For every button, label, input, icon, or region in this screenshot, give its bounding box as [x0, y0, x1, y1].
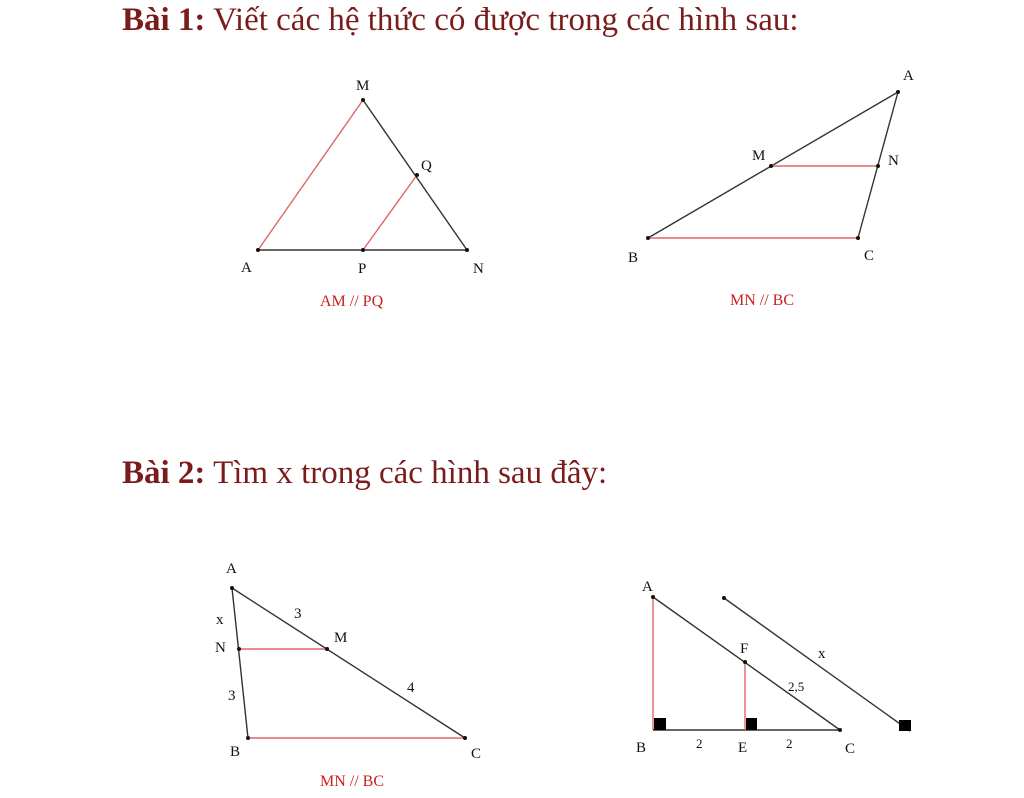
exercise-1-text: Viết các hệ thức có được trong các hình sau: — [205, 2, 799, 38]
segment-ac — [232, 588, 465, 738]
label-a: A — [241, 260, 252, 276]
point-f — [743, 660, 747, 664]
segment-ac — [653, 597, 840, 730]
label-a: A — [226, 561, 237, 577]
length-nb: 3 — [228, 688, 236, 704]
label-e: E — [738, 740, 748, 756]
label-m: M — [752, 148, 766, 164]
segment-x — [724, 598, 910, 731]
length-am: 3 — [294, 606, 302, 622]
length-fc: 2,5 — [788, 679, 805, 694]
label-c: C — [864, 248, 875, 264]
label-b: B — [230, 744, 241, 760]
label-n: N — [473, 261, 484, 277]
label-a: A — [903, 68, 914, 84]
point-n — [876, 164, 880, 168]
right-angle-x — [899, 720, 911, 731]
segment-pq — [363, 175, 417, 250]
label-m: M — [356, 78, 370, 94]
point-m — [361, 98, 365, 102]
point-a — [896, 90, 900, 94]
point-m — [325, 647, 329, 651]
label-b: B — [636, 740, 647, 756]
label-c: C — [845, 741, 856, 757]
caption-2: MN // BC — [730, 292, 795, 309]
point-q — [415, 173, 419, 177]
length-x: x — [818, 646, 826, 662]
label-q: Q — [421, 158, 432, 174]
length-ec: 2 — [786, 736, 793, 751]
label-n: N — [215, 640, 226, 656]
label-n: N — [888, 153, 899, 169]
figure-1 — [241, 78, 484, 310]
length-mc: 4 — [407, 680, 415, 696]
exercise-2-text: Tìm x trong các hình sau đây: — [205, 455, 608, 491]
length-an: x — [216, 612, 224, 628]
label-b: B — [628, 250, 639, 266]
label-p: P — [358, 261, 367, 277]
figure-4 — [636, 579, 911, 757]
length-be: 2 — [696, 736, 703, 751]
label-f: F — [740, 641, 749, 657]
point-b — [646, 236, 650, 240]
segment-ab — [232, 588, 248, 738]
point-x-end — [722, 596, 726, 600]
figure-3 — [215, 561, 481, 790]
point-b — [246, 736, 250, 740]
exercise-1-label: Bài 1: — [122, 2, 206, 38]
label-a: A — [642, 579, 653, 595]
caption-3: MN // BC — [320, 773, 385, 790]
caption-1: AM // PQ — [320, 293, 384, 310]
point-n — [237, 647, 241, 651]
label-c: C — [471, 746, 482, 762]
point-m — [769, 164, 773, 168]
figure-2 — [628, 68, 914, 309]
exercise-2-label: Bài 2: — [122, 455, 206, 491]
point-c — [856, 236, 860, 240]
point-n — [465, 248, 469, 252]
point-c — [838, 728, 842, 732]
right-angle-e — [746, 718, 757, 730]
point-a — [256, 248, 260, 252]
point-p — [361, 248, 365, 252]
point-c — [463, 736, 467, 740]
label-m: M — [334, 630, 348, 646]
right-angle-b — [654, 718, 666, 730]
segment-ab — [648, 92, 898, 238]
segment-am — [258, 100, 363, 250]
point-a — [230, 586, 234, 590]
point-a — [651, 595, 655, 599]
